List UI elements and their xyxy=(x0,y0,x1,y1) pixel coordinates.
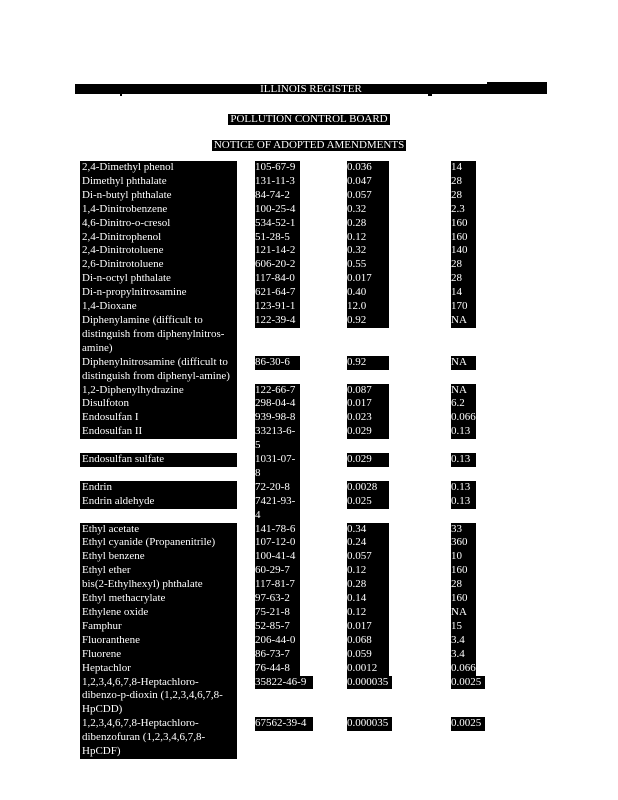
wastewater-standard xyxy=(347,648,389,662)
cas-number xyxy=(255,397,300,411)
wastewater-standard-text: 0.047 xyxy=(347,175,389,189)
cas-number xyxy=(255,620,300,634)
nonwastewater-standard-text: 6.2 xyxy=(451,397,476,411)
wastewater-standard-text: 0.029 xyxy=(347,453,389,467)
wastewater-standard xyxy=(347,203,389,217)
cas-number-text: 33213-6-5 xyxy=(255,425,300,453)
cas-number xyxy=(255,564,300,578)
cas-number-text: 117-81-7 xyxy=(255,578,300,592)
wastewater-standard-text: 0.32 xyxy=(347,203,389,217)
board-heading-line xyxy=(0,109,618,127)
table-row xyxy=(80,411,540,425)
nonwastewater-standard xyxy=(451,717,485,731)
nonwastewater-standard xyxy=(451,495,476,509)
table-row xyxy=(80,620,540,634)
cas-number xyxy=(255,495,300,523)
cas-number-text: 51-28-5 xyxy=(255,231,300,245)
nonwastewater-standard xyxy=(451,578,476,592)
table-row xyxy=(80,717,540,759)
constituent-name: Ethyl benzene xyxy=(80,550,237,564)
constituent-name: Endosulfan II xyxy=(80,425,237,439)
table-row xyxy=(80,217,540,231)
nonwastewater-standard xyxy=(451,592,476,606)
wastewater-standard-text: 0.068 xyxy=(347,634,389,648)
nonwastewater-standard-text: 10 xyxy=(451,550,476,564)
wastewater-standard xyxy=(347,550,389,564)
header-corner-mark xyxy=(487,82,547,86)
cas-number xyxy=(255,203,300,217)
wastewater-standard-text: 0.000035 xyxy=(347,676,392,690)
wastewater-standard xyxy=(347,481,389,495)
wastewater-standard xyxy=(347,717,392,731)
nonwastewater-standard xyxy=(451,676,485,690)
wastewater-standard-text: 0.029 xyxy=(347,425,389,439)
cas-number-text: 86-73-7 xyxy=(255,648,300,662)
nonwastewater-standard xyxy=(451,397,476,411)
nonwastewater-standard-text: 0.066 xyxy=(451,411,476,424)
nonwastewater-standard-text: 28 xyxy=(451,578,476,592)
table-row xyxy=(80,314,540,356)
constituent-name: Disulfoton xyxy=(80,397,237,411)
nonwastewater-standard-text: 170 xyxy=(451,300,476,314)
nonwastewater-standard-text: 28 xyxy=(451,272,476,286)
nonwastewater-standard xyxy=(451,425,476,439)
wastewater-standard xyxy=(347,495,389,509)
table-row xyxy=(80,564,540,578)
cas-number-text: 72-20-8 xyxy=(255,481,300,495)
cas-number-text: 75-21-8 xyxy=(255,606,300,620)
cas-number-text: 105-67-9 xyxy=(255,161,300,175)
nonwastewater-standard xyxy=(451,634,476,648)
cas-number xyxy=(255,384,300,398)
wastewater-standard-text: 0.24 xyxy=(347,536,389,550)
table-row xyxy=(80,244,540,258)
cas-number xyxy=(255,606,300,620)
constituent-name: Ethyl methacrylate xyxy=(80,592,237,606)
board-heading: POLLUTION CONTROL BOARD xyxy=(230,113,388,125)
wastewater-standard xyxy=(347,676,392,690)
table-row xyxy=(80,648,540,662)
notice-heading-line xyxy=(0,135,618,153)
cas-number-text: 67562-39-4 xyxy=(255,717,313,731)
constituent-name: bis(2-Ethylhexyl) phthalate xyxy=(80,578,237,592)
register-title: ILLINOIS REGISTER xyxy=(260,83,362,95)
wastewater-standard xyxy=(347,620,389,634)
cas-number-text: 123-91-1 xyxy=(255,300,300,314)
cas-number xyxy=(255,300,300,314)
table-row xyxy=(80,578,540,592)
cas-number-text: 1031-07-8 xyxy=(255,453,300,481)
cas-number xyxy=(255,676,313,690)
constituent-name: Heptachlor xyxy=(80,662,237,676)
cas-number-text: 7421-93-4 xyxy=(255,495,300,523)
wastewater-standard xyxy=(347,244,389,258)
wastewater-standard xyxy=(347,384,389,398)
constituent-name: Famphur xyxy=(80,620,237,634)
constituent-name: Ethyl ether xyxy=(80,564,237,578)
nonwastewater-standard-text: 33 xyxy=(451,523,476,537)
cas-number xyxy=(255,161,300,175)
constituent-name: Fluorene xyxy=(80,648,237,662)
cas-number xyxy=(255,592,300,606)
nonwastewater-standard xyxy=(451,161,476,175)
nonwastewater-standard xyxy=(451,272,476,286)
nonwastewater-standard-text: 14 xyxy=(451,161,476,175)
table-row xyxy=(80,175,540,189)
constituent-name: Endrin xyxy=(80,481,237,495)
nonwastewater-standard-text: NA xyxy=(451,356,476,370)
wastewater-standard xyxy=(347,286,389,300)
wastewater-standard-text: 0.000035 xyxy=(347,717,392,731)
cas-number-text: 86-30-6 xyxy=(255,356,300,370)
constituent-name: Fluoranthene xyxy=(80,634,237,648)
table-row xyxy=(80,523,540,537)
constituent-name: Di-n-propylnitrosamine xyxy=(80,286,237,300)
cas-number xyxy=(255,217,300,231)
wastewater-standard xyxy=(347,217,389,231)
constituent-name: Di-n-octyl phthalate xyxy=(80,272,237,286)
cas-number xyxy=(255,648,300,662)
table-row xyxy=(80,676,540,718)
table-row xyxy=(80,272,540,286)
constituent-table xyxy=(80,161,540,759)
constituent-name: 1,4-Dioxane xyxy=(80,300,237,314)
nonwastewater-standard xyxy=(451,314,476,328)
nonwastewater-standard xyxy=(451,662,476,676)
wastewater-standard-text: 0.14 xyxy=(347,592,389,606)
nonwastewater-standard-text: 160 xyxy=(451,592,476,606)
wastewater-standard-text: 0.0028 xyxy=(347,481,389,495)
wastewater-standard-text: 0.12 xyxy=(347,564,389,578)
cas-number xyxy=(255,523,300,537)
cas-number-text: 76-44-8 xyxy=(255,662,300,676)
constituent-name: Dimethyl phthalate xyxy=(80,175,237,189)
table-row xyxy=(80,286,540,300)
nonwastewater-standard-text: 28 xyxy=(451,189,476,203)
nonwastewater-standard-text: NA xyxy=(451,384,476,398)
constituent-name: Endosulfan sulfate xyxy=(80,453,237,467)
cas-number xyxy=(255,425,300,453)
wastewater-standard-text: 0.059 xyxy=(347,648,389,662)
nonwastewater-standard-text: 0.13 xyxy=(451,453,476,467)
constituent-name: 1,2,3,4,6,7,8-Heptachloro-dibenzofuran (1,2,3,4,6,7,8-HpCDF) xyxy=(80,717,237,759)
constituent-name: Endosulfan I xyxy=(80,411,237,425)
nonwastewater-standard-text: 28 xyxy=(451,175,476,189)
nonwastewater-standard xyxy=(451,217,476,231)
nonwastewater-standard xyxy=(451,356,476,370)
nonwastewater-standard-text: 360 xyxy=(451,536,476,550)
wastewater-standard xyxy=(347,592,389,606)
nonwastewater-standard xyxy=(451,231,476,245)
nonwastewater-standard-text: 160 xyxy=(451,564,476,578)
cas-number-text: 606-20-2 xyxy=(255,258,300,272)
nonwastewater-standard-text: 2.3 xyxy=(451,203,476,217)
table-row xyxy=(80,384,540,398)
cas-number-text: 97-63-2 xyxy=(255,592,300,606)
table-row xyxy=(80,231,540,245)
cas-number xyxy=(255,634,300,648)
table-row xyxy=(80,203,540,217)
cas-number xyxy=(255,258,300,272)
cas-number-text: 117-84-0 xyxy=(255,272,300,286)
nonwastewater-standard xyxy=(451,384,476,398)
wastewater-standard-text: 0.017 xyxy=(347,397,389,411)
wastewater-standard xyxy=(347,356,389,370)
cas-number-text: 107-12-0 xyxy=(255,536,300,550)
table-row xyxy=(80,453,540,481)
wastewater-standard-text: 0.025 xyxy=(347,495,389,509)
nonwastewater-standard xyxy=(451,286,476,300)
wastewater-standard-text: 0.28 xyxy=(347,217,389,231)
cas-number-text: 131-11-3 xyxy=(255,175,300,189)
wastewater-standard xyxy=(347,314,389,328)
cas-number xyxy=(255,356,300,370)
wastewater-standard xyxy=(347,536,389,550)
wastewater-standard xyxy=(347,662,389,676)
cas-number-text: 60-29-7 xyxy=(255,564,300,578)
table-row xyxy=(80,481,540,495)
wastewater-standard xyxy=(347,578,389,592)
nonwastewater-standard-text: 140 xyxy=(451,244,476,258)
nonwastewater-standard-text: 0.13 xyxy=(451,425,476,439)
register-header-bar xyxy=(75,84,547,94)
cas-number xyxy=(255,717,313,731)
wastewater-standard xyxy=(347,564,389,578)
table-row xyxy=(80,189,540,203)
constituent-name: 1,2,3,4,6,7,8-Heptachloro-dibenzo-p-dioxin (1,2,3,4,6,7,8-HpCDD) xyxy=(80,676,237,718)
table-row xyxy=(80,536,540,550)
nonwastewater-standard-text: 160 xyxy=(451,217,476,231)
constituent-name: 2,4-Dimethyl phenol xyxy=(80,161,237,175)
wastewater-standard xyxy=(347,411,389,425)
nonwastewater-standard xyxy=(451,411,476,425)
cas-number xyxy=(255,578,300,592)
nonwastewater-standard xyxy=(451,203,476,217)
scan-speck xyxy=(120,94,122,96)
cas-number xyxy=(255,231,300,245)
wastewater-standard-text: 0.057 xyxy=(347,550,389,564)
nonwastewater-standard-text: 3.4 xyxy=(451,634,476,648)
wastewater-standard-text: 0.55 xyxy=(347,258,389,272)
cas-number-text: 100-41-4 xyxy=(255,550,300,564)
wastewater-standard xyxy=(347,258,389,272)
wastewater-standard xyxy=(347,300,389,314)
wastewater-standard-text: 0.017 xyxy=(347,272,389,286)
wastewater-standard-text: 0.017 xyxy=(347,620,389,634)
cas-number xyxy=(255,272,300,286)
wastewater-standard xyxy=(347,453,389,467)
wastewater-standard-text: 0.40 xyxy=(347,286,389,300)
wastewater-standard xyxy=(347,161,389,175)
nonwastewater-standard xyxy=(451,648,476,662)
wastewater-standard xyxy=(347,175,389,189)
constituent-name: 2,4-Dinitrotoluene xyxy=(80,244,237,258)
nonwastewater-standard xyxy=(451,189,476,203)
wastewater-standard-text: 0.12 xyxy=(347,231,389,245)
cas-number-text: 84-74-2 xyxy=(255,189,300,203)
wastewater-standard xyxy=(347,231,389,245)
table-row xyxy=(80,662,540,676)
nonwastewater-standard xyxy=(451,620,476,634)
constituent-name: 4,6-Dinitro-o-cresol xyxy=(80,217,237,231)
cas-number xyxy=(255,314,300,328)
nonwastewater-standard-text: 0.13 xyxy=(451,495,476,509)
constituent-name: Ethylene oxide xyxy=(80,606,237,620)
wastewater-standard-text: 0.92 xyxy=(347,356,389,370)
wastewater-standard-text: 0.057 xyxy=(347,189,389,203)
cas-number-text: 621-64-7 xyxy=(255,286,300,300)
cas-number-text: 534-52-1 xyxy=(255,217,300,231)
wastewater-standard xyxy=(347,425,389,439)
table-row xyxy=(80,634,540,648)
nonwastewater-standard xyxy=(451,258,476,272)
cas-number-text: 939-98-8 xyxy=(255,411,300,425)
wastewater-standard-text: 0.92 xyxy=(347,314,389,328)
cas-number xyxy=(255,453,300,481)
cas-number-text: 122-39-4 xyxy=(255,314,300,328)
table-row xyxy=(80,397,540,411)
wastewater-standard xyxy=(347,606,389,620)
table-row xyxy=(80,606,540,620)
cas-number-text: 121-14-2 xyxy=(255,244,300,258)
wastewater-standard-text: 0.036 xyxy=(347,161,389,175)
cas-number xyxy=(255,550,300,564)
nonwastewater-standard xyxy=(451,523,476,537)
wastewater-standard xyxy=(347,272,389,286)
nonwastewater-standard xyxy=(451,606,476,620)
cas-number-text: 298-04-4 xyxy=(255,397,300,411)
nonwastewater-standard-text: 28 xyxy=(451,258,476,272)
wastewater-standard xyxy=(347,523,389,537)
cas-number xyxy=(255,411,300,425)
cas-number-text: 206-44-0 xyxy=(255,634,300,648)
nonwastewater-standard xyxy=(451,536,476,550)
nonwastewater-standard xyxy=(451,564,476,578)
constituent-name: Diphenylamine (difficult to distinguish from diphenylnitros-amine) xyxy=(80,314,237,356)
wastewater-standard xyxy=(347,634,389,648)
cas-number-text: 100-25-4 xyxy=(255,203,300,217)
nonwastewater-standard xyxy=(451,175,476,189)
table-row xyxy=(80,258,540,272)
nonwastewater-standard-text: NA xyxy=(451,314,476,328)
cas-number xyxy=(255,175,300,189)
nonwastewater-standard-text: NA xyxy=(451,606,476,620)
wastewater-standard-text: 0.087 xyxy=(347,384,389,398)
wastewater-standard-text: 0.0012 xyxy=(347,662,389,676)
nonwastewater-standard xyxy=(451,300,476,314)
constituent-name: Di-n-butyl phthalate xyxy=(80,189,237,203)
cas-number xyxy=(255,481,300,495)
nonwastewater-standard-text: 3.4 xyxy=(451,648,476,662)
cas-number xyxy=(255,536,300,550)
constituent-name: Ethyl acetate xyxy=(80,523,237,537)
table-row xyxy=(80,356,540,384)
table-row xyxy=(80,495,540,523)
nonwastewater-standard-text: 0.0025 xyxy=(451,676,485,690)
notice-heading: NOTICE OF ADOPTED AMENDMENTS xyxy=(213,139,405,151)
constituent-name: 2,6-Dinitrotoluene xyxy=(80,258,237,272)
cas-number-text: 35822-46-9 xyxy=(255,676,313,690)
wastewater-standard-text: 0.32 xyxy=(347,244,389,258)
nonwastewater-standard xyxy=(451,244,476,258)
scan-speck xyxy=(428,94,432,96)
wastewater-standard-text: 0.12 xyxy=(347,606,389,620)
cas-number-text: 52-85-7 xyxy=(255,620,300,634)
constituent-name: Endrin aldehyde xyxy=(80,495,237,509)
cas-number-text: 122-66-7 xyxy=(255,384,300,398)
constituent-name: Diphenylnitrosamine (difficult to distinguish from diphenyl-amine) xyxy=(80,356,237,384)
wastewater-standard xyxy=(347,189,389,203)
wastewater-standard-text: 0.023 xyxy=(347,411,389,425)
wastewater-standard-text: 0.28 xyxy=(347,578,389,592)
cas-number xyxy=(255,189,300,203)
nonwastewater-standard xyxy=(451,453,476,467)
table-row xyxy=(80,161,540,175)
cas-number xyxy=(255,286,300,300)
constituent-name: 1,2-Diphenylhydrazine xyxy=(80,384,237,398)
cas-number xyxy=(255,244,300,258)
wastewater-standard-text: 12.0 xyxy=(347,300,389,314)
nonwastewater-standard-text: 0.066 xyxy=(451,661,476,674)
cas-number xyxy=(255,662,300,676)
nonwastewater-standard-text: 14 xyxy=(451,286,476,300)
table-row xyxy=(80,300,540,314)
cas-number-text: 141-78-6 xyxy=(255,523,300,537)
nonwastewater-standard-text: 160 xyxy=(451,231,476,245)
nonwastewater-standard-text: 0.0025 xyxy=(451,717,485,731)
constituent-name: Ethyl cyanide (Propanenitrile) xyxy=(80,536,237,550)
nonwastewater-standard xyxy=(451,481,476,495)
table-row xyxy=(80,550,540,564)
nonwastewater-standard xyxy=(451,550,476,564)
wastewater-standard xyxy=(347,397,389,411)
constituent-name: 2,4-Dinitrophenol xyxy=(80,231,237,245)
nonwastewater-standard-text: 15 xyxy=(451,620,476,634)
wastewater-standard-text: 0.34 xyxy=(347,523,389,537)
constituent-name: 1,4-Dinitrobenzene xyxy=(80,203,237,217)
table-row xyxy=(80,592,540,606)
table-row xyxy=(80,425,540,453)
nonwastewater-standard-text: 0.13 xyxy=(451,481,476,495)
